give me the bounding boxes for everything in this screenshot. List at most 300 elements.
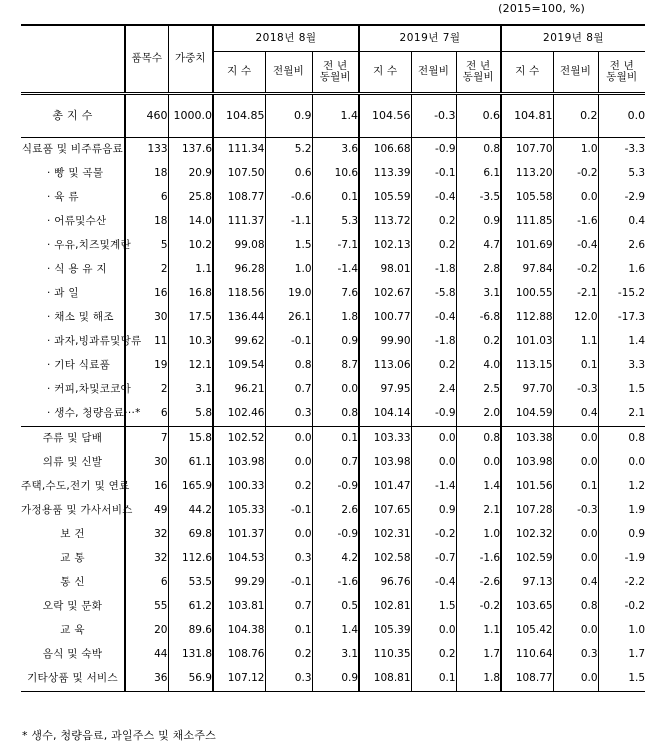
row-label: 교 육 — [21, 619, 125, 643]
cell-mom-2018-08: 0.0 — [265, 451, 312, 475]
cell-yoy-2018-08: 0.9 — [312, 667, 359, 692]
cell-yoy-2018-08: 1.4 — [312, 94, 359, 138]
cell-weight: 69.8 — [168, 523, 213, 547]
cell-index-2019-07: 106.68 — [359, 138, 411, 163]
cell-weight: 61.2 — [168, 595, 213, 619]
cell-mom-2018-08: 0.0 — [265, 427, 312, 452]
header-sub-yoy-line2: 동월비 — [462, 71, 494, 83]
cell-mom-2018-08: -0.1 — [265, 330, 312, 354]
cell-index-2018-08: 111.34 — [213, 138, 265, 163]
table-row — [21, 571, 645, 595]
header-sub-mom-2019-07: 전월비 — [411, 52, 456, 94]
cell-yoy-2019-08: 1.4 — [598, 330, 645, 354]
header-group-2019-08: 2019년 8월 — [501, 25, 645, 52]
cell-index-2019-07: 101.47 — [359, 475, 411, 499]
cpi-table — [21, 24, 645, 692]
cell-index-2018-08: 107.50 — [213, 162, 265, 186]
row-label: 음식 및 숙박 — [21, 643, 125, 667]
cell-mom-2018-08: -1.1 — [265, 210, 312, 234]
cell-items-count: 44 — [154, 648, 168, 661]
header-sub-yoy-line1: 전 년 — [609, 59, 634, 72]
header-sub-mom-2018-08: 전월비 — [265, 52, 312, 94]
cell-weight: 131.8 — [168, 643, 213, 667]
cell-mom-2018-08: 0.0 — [265, 523, 312, 547]
row-label: 기타상품 및 서비스 — [21, 667, 125, 692]
cell-mom-2018-08: -0.1 — [265, 499, 312, 523]
cell-index-2019-07: 96.76 — [359, 571, 411, 595]
cell-index-2019-07: 104.14 — [359, 402, 411, 427]
cell-items-count: 36 — [125, 667, 168, 692]
cell-yoy-2019-08: 1.2 — [598, 475, 645, 499]
cell-weight: 1.1 — [168, 258, 213, 282]
row-label: 주택,수도,전기 및 연료 — [21, 475, 125, 499]
table-row — [21, 523, 645, 547]
cell-items-count: 2 — [160, 383, 168, 396]
cell-yoy-2018-08: -0.9 — [312, 475, 359, 499]
cell-index-2018-08: 104.53 — [213, 547, 265, 571]
cell-yoy-2019-07: 6.1 — [456, 162, 501, 186]
cell-yoy-2019-07: 1.7 — [456, 643, 501, 667]
cell-index-2019-08: 104.59 — [501, 402, 553, 427]
cell-items-count: 32 — [154, 552, 168, 565]
cell-mom-2019-07: -5.8 — [411, 282, 456, 306]
cell-yoy-2019-08: -17.3 — [598, 306, 645, 330]
header-sub-yoy-2019-07 — [456, 52, 501, 94]
cell-yoy-2019-08: 0.0 — [598, 451, 645, 475]
cell-mom-2018-08: 0.7 — [265, 378, 312, 402]
cell-index-2018-08: 99.08 — [213, 234, 265, 258]
cell-items-count: 2 — [160, 263, 168, 276]
cell-weight: 16.8 — [168, 282, 213, 306]
cell-index-2019-07: 108.81 — [359, 667, 411, 692]
footnote: * 생수, 청량음료, 과일주스 및 채소주스 — [22, 729, 216, 742]
cell-mom-2019-07: -0.1 — [411, 162, 456, 186]
cpi-table-container — [21, 24, 645, 692]
cell-yoy-2019-08: 1.5 — [598, 667, 645, 692]
cell-index-2019-07: 107.65 — [359, 499, 411, 523]
cell-index-2019-08: 108.77 — [501, 667, 553, 692]
cell-index-2019-08: 107.28 — [501, 499, 553, 523]
cell-index-2018-08: 96.21 — [213, 378, 265, 402]
cell-mom-2019-08: 0.0 — [553, 451, 598, 475]
cell-yoy-2018-08: 0.1 — [312, 427, 359, 452]
cell-yoy-2019-08: -0.2 — [598, 595, 645, 619]
table-row — [21, 547, 645, 571]
cell-index-2018-08: 103.98 — [213, 451, 265, 475]
cell-index-2018-08: 136.44 — [213, 306, 265, 330]
cell-items-count: 460 — [125, 94, 168, 138]
cell-index-2019-08: 103.65 — [501, 595, 553, 619]
cell-index-2019-07: 104.56 — [359, 94, 411, 138]
row-label: 식료품 및 비주류음료 — [21, 138, 125, 163]
table-row — [21, 595, 645, 619]
cell-index-2019-08: 104.81 — [501, 94, 553, 138]
cell-index-2018-08: 108.76 — [213, 643, 265, 667]
cell-mom-2019-08: 0.0 — [553, 523, 598, 547]
cell-mom-2019-07: 0.1 — [411, 667, 456, 692]
table-row — [21, 282, 645, 306]
cell-weight: 17.5 — [168, 306, 213, 330]
cell-weight: 53.5 — [168, 571, 213, 595]
cell-mom-2019-07: -0.7 — [411, 547, 456, 571]
cell-mom-2018-08: 5.2 — [265, 138, 312, 163]
cell-yoy-2018-08: -7.1 — [312, 234, 359, 258]
table-header — [21, 25, 645, 94]
cell-index-2019-07: 97.95 — [359, 378, 411, 402]
cell-weight: 61.1 — [168, 451, 213, 475]
cell-mom-2019-07: -1.8 — [411, 330, 456, 354]
cell-index-2019-08: 101.03 — [501, 330, 553, 354]
cell-index-2019-07: 105.39 — [359, 619, 411, 643]
cell-index-2019-07: 100.77 — [359, 306, 411, 330]
cell-weight: 14.0 — [168, 210, 213, 234]
cell-yoy-2019-08: 3.3 — [598, 354, 645, 378]
cell-items-count: 18 — [154, 167, 168, 180]
cell-mom-2018-08: 1.0 — [265, 258, 312, 282]
cell-index-2019-07: 102.58 — [359, 547, 411, 571]
cell-index-2019-08: 102.59 — [501, 547, 553, 571]
cell-yoy-2019-08: 0.8 — [598, 427, 645, 452]
cell-mom-2019-08: 0.1 — [553, 354, 598, 378]
cell-weight: 5.8 — [168, 402, 213, 427]
cell-items-count: 55 — [154, 600, 168, 613]
cell-yoy-2019-08: 0.0 — [598, 94, 645, 138]
cell-mom-2019-08: -0.2 — [553, 162, 598, 186]
cell-mom-2018-08: -0.1 — [265, 571, 312, 595]
cell-mom-2019-08: -0.2 — [553, 258, 598, 282]
cell-yoy-2018-08: 7.6 — [312, 282, 359, 306]
cell-yoy-2019-07: 4.0 — [456, 354, 501, 378]
cell-items-count: 30 — [154, 311, 168, 324]
cell-yoy-2019-08: -3.3 — [598, 138, 645, 163]
cell-index-2018-08: 99.29 — [213, 571, 265, 595]
row-label: · 과자,빙과류및당류 — [21, 330, 125, 354]
cell-items-count: 18 — [154, 215, 168, 228]
cell-yoy-2019-07: 1.1 — [456, 619, 501, 643]
table-row — [21, 330, 645, 354]
cell-index-2019-07: 110.35 — [359, 643, 411, 667]
cell-weight: 44.2 — [168, 499, 213, 523]
header-sub-yoy-2019-08 — [598, 52, 645, 94]
stub-header-cell — [21, 25, 125, 94]
cell-yoy-2018-08: 0.5 — [312, 595, 359, 619]
table-row — [21, 667, 645, 692]
row-label: · 우유,치즈및계란 — [21, 234, 125, 258]
cell-yoy-2019-08: 1.7 — [598, 643, 645, 667]
cell-items-count: 7 — [125, 427, 168, 452]
cell-mom-2019-08: 0.0 — [553, 186, 598, 210]
header-group-row — [21, 25, 645, 52]
cell-yoy-2018-08: 4.2 — [312, 547, 359, 571]
cell-weight: 56.9 — [168, 667, 213, 692]
cell-index-2019-08: 111.85 — [501, 210, 553, 234]
cell-yoy-2019-08: 2.6 — [598, 234, 645, 258]
cell-yoy-2018-08: 2.6 — [312, 499, 359, 523]
cell-index-2018-08: 102.52 — [213, 427, 265, 452]
cell-items-count: 6 — [160, 576, 168, 589]
cell-weight: 15.8 — [168, 427, 213, 452]
cell-mom-2019-07: 0.2 — [411, 643, 456, 667]
row-label: · 식 용 유 지 — [21, 258, 125, 282]
cell-yoy-2018-08: -1.6 — [312, 571, 359, 595]
cell-yoy-2018-08: 0.1 — [312, 186, 359, 210]
header-sub-yoy-line2: 동월비 — [606, 71, 638, 83]
header-sub-yoy-line2: 동월비 — [319, 71, 351, 83]
unit-note: (2015=100, %) — [498, 2, 585, 15]
cell-yoy-2019-08: 1.0 — [598, 619, 645, 643]
cell-items-count: 19 — [154, 359, 168, 372]
cell-yoy-2019-08: 1.5 — [598, 378, 645, 402]
row-label: 의류 및 신발 — [21, 451, 125, 475]
cell-mom-2019-08: 1.0 — [553, 138, 598, 163]
cell-yoy-2018-08: 3.1 — [312, 643, 359, 667]
cell-mom-2018-08: 19.0 — [265, 282, 312, 306]
cell-mom-2019-07: 0.0 — [411, 427, 456, 452]
row-label: 통 신 — [21, 571, 125, 595]
table-row — [21, 186, 645, 210]
cell-mom-2019-08: 0.4 — [553, 571, 598, 595]
cell-mom-2018-08: 0.1 — [265, 619, 312, 643]
cell-mom-2018-08: 0.9 — [265, 94, 312, 138]
cell-items-count: 30 — [154, 456, 168, 469]
cell-index-2019-08: 102.32 — [501, 523, 553, 547]
cell-index-2018-08: 118.56 — [213, 282, 265, 306]
cell-mom-2018-08: 0.2 — [265, 475, 312, 499]
cell-index-2019-08: 112.88 — [501, 306, 553, 330]
cell-mom-2019-07: -0.9 — [411, 402, 456, 427]
cell-index-2018-08: 100.33 — [213, 475, 265, 499]
header-group-2018-08: 2018년 8월 — [213, 25, 359, 52]
cell-index-2018-08: 102.46 — [213, 402, 265, 427]
cell-yoy-2018-08: 0.0 — [312, 378, 359, 402]
header-sub-index-2018-08: 지 수 — [213, 52, 265, 94]
cell-mom-2019-08: -0.4 — [553, 234, 598, 258]
row-label: 주류 및 담배 — [21, 427, 125, 452]
cell-mom-2019-07: -1.4 — [411, 475, 456, 499]
cell-mom-2018-08: 26.1 — [265, 306, 312, 330]
cell-mom-2019-07: 0.2 — [411, 354, 456, 378]
cell-mom-2019-07: -1.8 — [411, 258, 456, 282]
cell-yoy-2019-07: 0.8 — [456, 427, 501, 452]
row-label: 오락 및 문화 — [21, 595, 125, 619]
header-group-2019-07: 2019년 7월 — [359, 25, 501, 52]
cell-yoy-2018-08: -0.9 — [312, 523, 359, 547]
header-sub-yoy-line1: 전 년 — [323, 59, 348, 72]
cell-mom-2019-08: -0.3 — [553, 378, 598, 402]
row-label: · 채소 및 해조 — [21, 306, 125, 330]
cell-index-2018-08: 101.37 — [213, 523, 265, 547]
cell-items-count: 5 — [160, 239, 168, 252]
cell-index-2018-08: 104.38 — [213, 619, 265, 643]
cell-yoy-2019-07: -0.2 — [456, 595, 501, 619]
cell-yoy-2019-08: 0.9 — [598, 523, 645, 547]
cell-index-2019-07: 103.33 — [359, 427, 411, 452]
cell-yoy-2019-07: 0.0 — [456, 451, 501, 475]
cell-mom-2019-07: 0.0 — [411, 619, 456, 643]
cell-index-2019-07: 113.39 — [359, 162, 411, 186]
cell-items-count: 11 — [154, 335, 168, 348]
cell-weight: 10.2 — [168, 234, 213, 258]
table-body — [21, 94, 645, 692]
cell-yoy-2019-08: -2.2 — [598, 571, 645, 595]
cell-index-2019-07: 98.01 — [359, 258, 411, 282]
cell-yoy-2019-08: -2.9 — [598, 186, 645, 210]
cell-index-2018-08: 109.54 — [213, 354, 265, 378]
cell-yoy-2019-07: 0.9 — [456, 210, 501, 234]
cell-index-2019-07: 113.72 — [359, 210, 411, 234]
cell-mom-2019-08: 0.2 — [553, 94, 598, 138]
table-row — [21, 234, 645, 258]
cell-items-count: 16 — [154, 480, 168, 493]
cell-index-2018-08: 104.85 — [213, 94, 265, 138]
cell-mom-2019-08: -2.1 — [553, 282, 598, 306]
cell-mom-2019-07: 0.0 — [411, 451, 456, 475]
cell-mom-2019-08: 12.0 — [553, 306, 598, 330]
cell-index-2019-07: 102.31 — [359, 523, 411, 547]
cell-mom-2019-07: -0.4 — [411, 571, 456, 595]
row-label: · 생수, 청량음료···* — [21, 402, 125, 427]
cell-index-2019-08: 105.58 — [501, 186, 553, 210]
cell-index-2019-08: 110.64 — [501, 643, 553, 667]
cell-index-2019-08: 101.56 — [501, 475, 553, 499]
cell-items-count: 6 — [160, 191, 168, 204]
cell-weight: 112.6 — [168, 547, 213, 571]
row-label: · 과 일 — [21, 282, 125, 306]
cell-weight: 12.1 — [168, 354, 213, 378]
cell-mom-2019-07: -0.4 — [411, 306, 456, 330]
row-label: · 기타 식료품 — [21, 354, 125, 378]
cell-index-2019-08: 97.13 — [501, 571, 553, 595]
cell-mom-2019-07: -0.3 — [411, 94, 456, 138]
row-label: 총 지 수 — [21, 94, 125, 138]
table-row — [21, 162, 645, 186]
row-label: · 육 류 — [21, 186, 125, 210]
cell-index-2019-08: 107.70 — [501, 138, 553, 163]
cell-mom-2018-08: 0.8 — [265, 354, 312, 378]
cell-yoy-2019-07: 2.0 — [456, 402, 501, 427]
table-row — [21, 94, 645, 138]
cell-mom-2019-07: 0.2 — [411, 234, 456, 258]
cell-index-2019-08: 100.55 — [501, 282, 553, 306]
cell-yoy-2019-07: 1.0 — [456, 523, 501, 547]
cell-index-2018-08: 111.37 — [213, 210, 265, 234]
cell-weight: 25.8 — [168, 186, 213, 210]
cell-mom-2018-08: 0.3 — [265, 547, 312, 571]
cell-yoy-2018-08: 10.6 — [312, 162, 359, 186]
row-label: · 어류및수산 — [21, 210, 125, 234]
cell-weight: 137.6 — [168, 138, 213, 163]
cell-index-2018-08: 105.33 — [213, 499, 265, 523]
cell-mom-2018-08: -0.6 — [265, 186, 312, 210]
table-row — [21, 138, 645, 163]
cell-yoy-2019-07: 3.1 — [456, 282, 501, 306]
row-label: · 커피,차및코코아 — [21, 378, 125, 402]
cell-index-2019-07: 103.98 — [359, 451, 411, 475]
cell-weight: 1000.0 — [168, 94, 213, 138]
cell-yoy-2019-07: 4.7 — [456, 234, 501, 258]
cell-index-2019-08: 113.15 — [501, 354, 553, 378]
table-row — [21, 643, 645, 667]
cell-yoy-2019-08: -15.2 — [598, 282, 645, 306]
cell-index-2019-08: 113.20 — [501, 162, 553, 186]
row-label: 가정용품 및 가사서비스 — [21, 499, 125, 523]
header-weight: 가중치 — [168, 25, 213, 94]
cell-index-2018-08: 108.77 — [213, 186, 265, 210]
cell-index-2019-08: 105.42 — [501, 619, 553, 643]
cell-yoy-2019-08: 5.3 — [598, 162, 645, 186]
cell-index-2019-07: 99.90 — [359, 330, 411, 354]
table-row — [21, 619, 645, 643]
cell-weight: 89.6 — [168, 619, 213, 643]
cell-yoy-2018-08: 5.3 — [312, 210, 359, 234]
cell-yoy-2019-08: 1.9 — [598, 499, 645, 523]
header-items-count: 품목수 — [125, 25, 168, 94]
cell-mom-2019-08: 0.4 — [553, 402, 598, 427]
cell-index-2019-08: 97.70 — [501, 378, 553, 402]
cell-mom-2019-08: -0.3 — [553, 499, 598, 523]
cell-mom-2019-08: 0.0 — [553, 547, 598, 571]
row-label: 보 건 — [21, 523, 125, 547]
cell-weight: 10.3 — [168, 330, 213, 354]
cell-yoy-2019-08: 1.6 — [598, 258, 645, 282]
cell-yoy-2019-07: 0.2 — [456, 330, 501, 354]
cell-mom-2019-07: 2.4 — [411, 378, 456, 402]
cell-mom-2019-07: 0.9 — [411, 499, 456, 523]
cell-mom-2018-08: 0.2 — [265, 643, 312, 667]
cell-index-2019-07: 113.06 — [359, 354, 411, 378]
table-row — [21, 427, 645, 452]
cell-index-2019-07: 105.59 — [359, 186, 411, 210]
cell-mom-2019-07: 0.2 — [411, 210, 456, 234]
cell-yoy-2019-07: -2.6 — [456, 571, 501, 595]
cell-yoy-2018-08: 1.8 — [312, 306, 359, 330]
cell-yoy-2019-07: 2.8 — [456, 258, 501, 282]
cell-yoy-2018-08: -1.4 — [312, 258, 359, 282]
table-row — [21, 451, 645, 475]
cell-yoy-2018-08: 0.8 — [312, 402, 359, 427]
cell-yoy-2019-08: 0.4 — [598, 210, 645, 234]
cell-mom-2019-08: 0.3 — [553, 643, 598, 667]
cell-mom-2019-07: -0.4 — [411, 186, 456, 210]
cell-mom-2019-08: 0.0 — [553, 667, 598, 692]
cell-mom-2019-08: -1.6 — [553, 210, 598, 234]
cell-yoy-2019-07: 1.8 — [456, 667, 501, 692]
cell-mom-2018-08: 0.3 — [265, 667, 312, 692]
header-sub-yoy-line1: 전 년 — [466, 59, 491, 72]
table-row — [21, 210, 645, 234]
cell-mom-2019-08: 0.0 — [553, 619, 598, 643]
cell-items-count: 20 — [154, 624, 168, 637]
cell-yoy-2018-08: 0.9 — [312, 330, 359, 354]
table-row — [21, 354, 645, 378]
cell-index-2019-07: 102.13 — [359, 234, 411, 258]
cell-yoy-2019-07: 2.5 — [456, 378, 501, 402]
cell-yoy-2018-08: 8.7 — [312, 354, 359, 378]
cell-index-2019-07: 102.67 — [359, 282, 411, 306]
cell-mom-2019-08: 0.1 — [553, 475, 598, 499]
header-sub-index-2019-08: 지 수 — [501, 52, 553, 94]
cell-index-2019-08: 103.98 — [501, 451, 553, 475]
cell-yoy-2019-08: -1.9 — [598, 547, 645, 571]
cell-index-2018-08: 107.12 — [213, 667, 265, 692]
table-row — [21, 306, 645, 330]
cell-index-2018-08: 99.62 — [213, 330, 265, 354]
cell-mom-2019-07: -0.9 — [411, 138, 456, 163]
cell-yoy-2019-07: 2.1 — [456, 499, 501, 523]
cell-mom-2019-07: 1.5 — [411, 595, 456, 619]
cell-items-count: 32 — [154, 528, 168, 541]
cell-index-2019-08: 97.84 — [501, 258, 553, 282]
